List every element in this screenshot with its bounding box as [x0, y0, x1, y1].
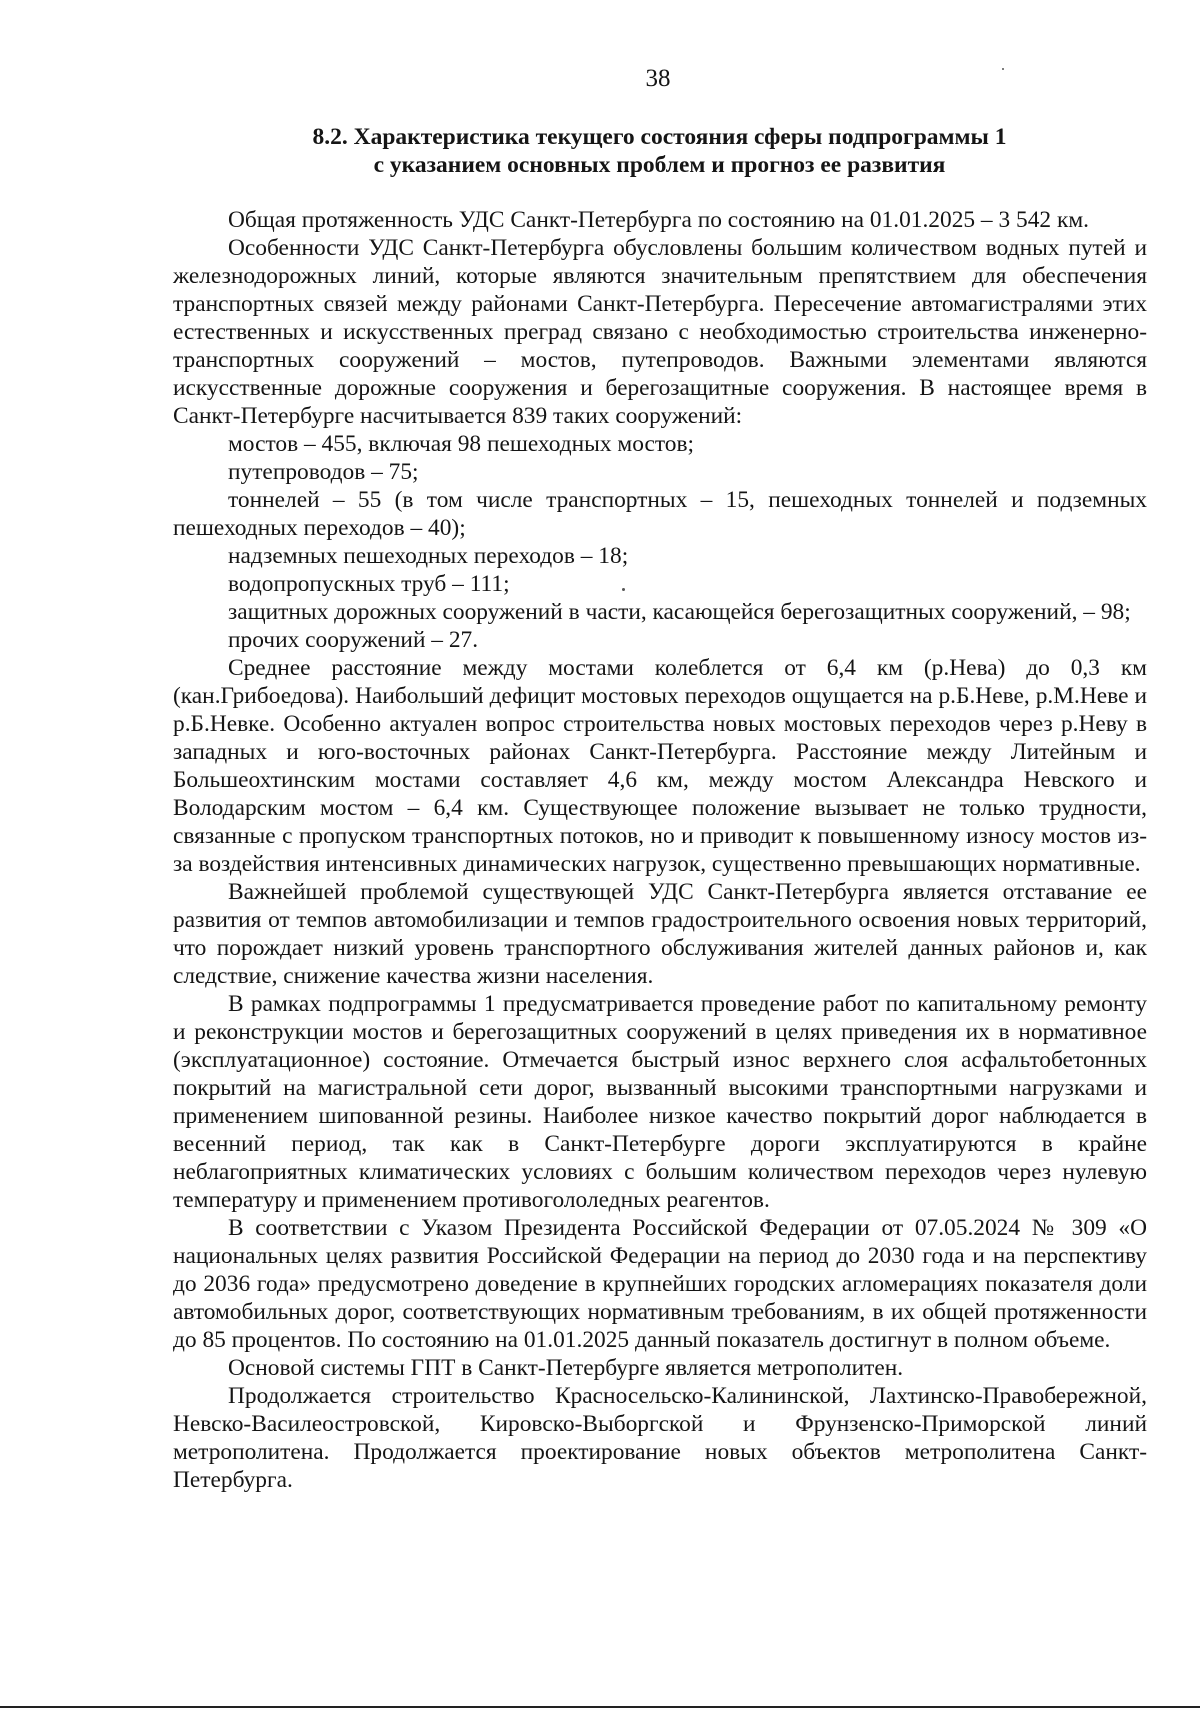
- scan-speck: [622, 588, 625, 591]
- paragraph-bridge-distance: Среднее расстояние между мостами колеблется от 6,4 км (р.Нева) до 0,3 км (кан.Грибоедова). Наибольший дефицит мостовых переходов ощущается на р.Б.Неве, р.М.Неве и р.Б.Невке. Особенно актуален вопрос строительства новых мостовых переходов через р.Неву в западных и юго-восточных районах Санкт-Петербурга. Расстояние между Литейным и Большеохтинским мостами составляет 4,6 км, между мостом Александра Невского и Володарским мостом – 6,4 км. Существующее положение вызывает не только трудности, связанные с пропуском транспортных потоков, но и приводит к повышенному износу мостов из-за воздействия интенсивных динамических нагрузок, существенно превышающих нормативные.: [173, 655, 1147, 877]
- list-item-bridges: мостов – 455, включая 98 пешеходных мостов;: [228, 431, 695, 457]
- list-item-overpasses: путепроводов – 75;: [228, 459, 419, 485]
- paragraph-presidential-decree: В соответствии с Указом Президента Российской Федерации от 07.05.2024 № 309 «О национальных целях развития Российской Федерации на период до 2030 года и на перспективу до 2036 года» предусмотрено доведение в крупнейших городских агломерациях показателя доли автомобильных дорог, соответствующих нормативным требованиям, в их общей протяженности до 85 процентов. По состоянию на 01.01.2025 данный показатель достигнут в полном объеме.: [173, 1215, 1147, 1353]
- list-item-other-structures: прочих сооружений – 27.: [228, 627, 479, 653]
- page-number: 38: [645, 65, 671, 92]
- scan-speck: [1002, 68, 1004, 70]
- document-body: [173, 206, 1147, 1494]
- paragraph-metro-basis: Основой системы ГПТ в Санкт-Петербурге является метрополитен.: [228, 1355, 904, 1381]
- paragraph-total-length: Общая протяженность УДС Санкт-Петербурга по состоянию на 01.01.2025 – 3 542 км.: [228, 207, 1089, 233]
- section-title-line-1: 8.2. Характеристика текущего состояния сферы подпрограммы 1: [312, 124, 1007, 150]
- paragraph-main-problem: Важнейшей проблемой существующей УДС Санкт-Петербурга является отставание ее развития от темпов автомобилизации и темпов градостроительного освоения новых территорий, что порождает низкий уровень транспортного обслуживания жителей данных районов и, как следствие, снижение качества жизни населения.: [173, 879, 1147, 989]
- paragraph-subprogram-works: В рамках подпрограммы 1 предусматривается проведение работ по капитальному ремонту и реконструкции мостов и берегозащитных сооружений в целях приведения их в нормативное (эксплуатационное) состояние. Отмечается быстрый износ верхнего слоя асфальтобетонных покрытий на магистральной сети дорог, вызванный высокими транспортными нагрузками и применением шипованной резины. Наиболее низкое качество покрытий дорог наблюдается в весенний период, так как в Санкт-Петербурге дороги эксплуатируются в крайне неблагоприятных климатических условиях с большим количеством переходов через нулевую температуру и применением противогололедных реагентов.: [173, 991, 1147, 1213]
- paragraph-metro-construction: Продолжается строительство Красносельско-Калининской, Лахтинско-Правобережной, Невско-Василеостровской, Кировско-Выборгской и Фрунзенско-Приморской линий метрополитена. Продолжается проектирование новых объектов метрополитена Санкт-Петербурга.: [173, 1383, 1147, 1493]
- list-item-pedestrian-crossings: надземных пешеходных переходов – 18;: [228, 543, 629, 569]
- list-item-culverts: водопропускных труб – 111;: [228, 571, 510, 597]
- scan-edge-line: [0, 1706, 1200, 1708]
- section-title-line-2: с указанием основных проблем и прогноз ее развития: [373, 152, 946, 178]
- list-item-tunnels: тоннелей – 55 (в том числе транспортных – 15, пешеходных тоннелей и подземных пешеходных переходов – 40);: [173, 487, 1147, 541]
- paragraph-uds-features: Особенности УДС Санкт-Петербурга обусловлены большим количеством водных путей и железнодорожных линий, которые являются значительным препятствием для обеспечения транспортных связей между районами Санкт-Петербурга. Пересечение автомагистралями этих естественных и искусственных преград связано с необходимостью строительства инженерно-транспортных сооружений – мостов, путепроводов. Важными элементами являются искусственные дорожные сооружения и берегозащитные сооружения. В настоящее время в Санкт-Петербурге насчитывается 839 таких сооружений:: [173, 235, 1147, 429]
- section-title: [172, 123, 1147, 179]
- list-item-protective-structures: защитных дорожных сооружений в части, касающейся берегозащитных сооружений, – 98;: [228, 599, 1131, 625]
